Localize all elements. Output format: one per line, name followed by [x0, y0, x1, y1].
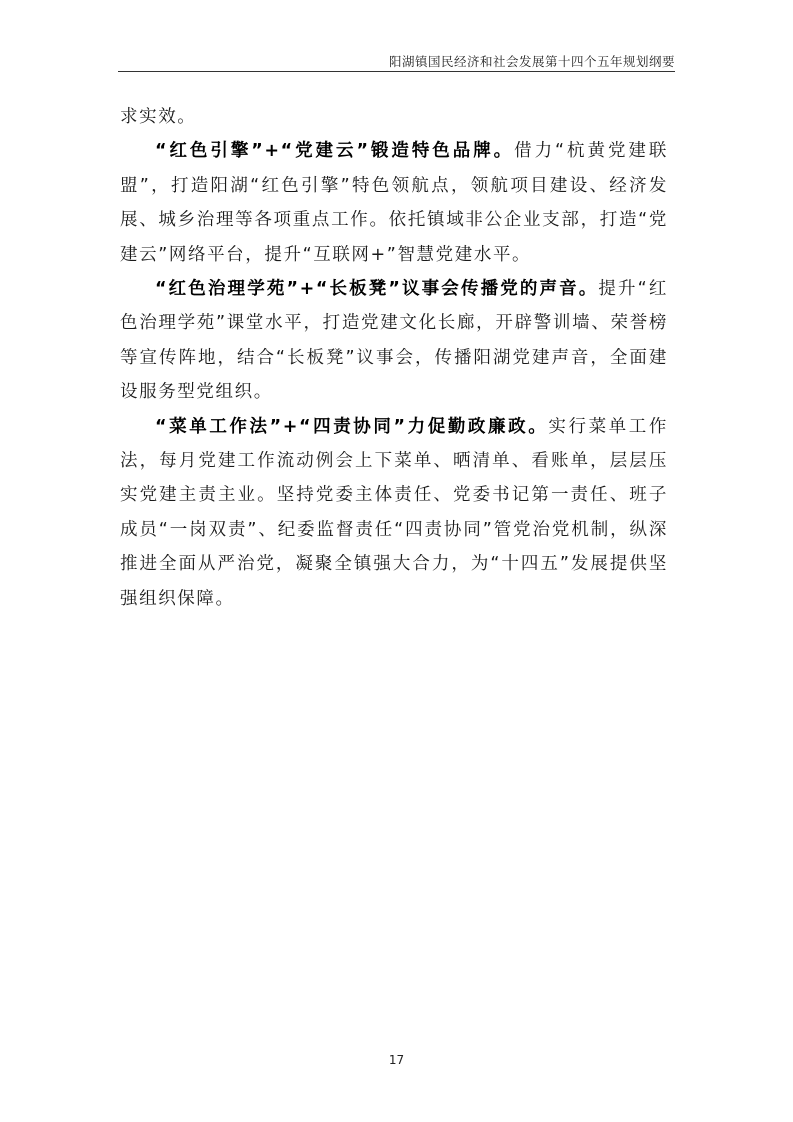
header-divider	[118, 71, 675, 72]
paragraph-red-engine	[120, 134, 668, 272]
paragraph-lead: “菜单工作法”+“四责协同”力促勤政廉政。	[155, 416, 549, 437]
paragraph-text: 实行菜单工作法，每月党建工作流动例会上下菜单、晒清单、看账单，层层压实党建主责主业。坚持党委主体责任、党委书记第一责任、班子成员“一岗双责”、纪委监督责任“四责协同”管党治党机制，纵深推进全面从严治党，凝聚全镇强大合力，为“十四五”发展提供坚强组织保障。	[120, 416, 668, 609]
paragraph-menu-method	[120, 410, 668, 616]
paragraph-text: 提升“红色治理学苑”课堂水平，打造党建文化长廊，开辟警训墙、荣誉榜等宣传阵地，结合“长板凳”议事会，传播阳湖党建声音，全面建设服务型党组织。	[120, 279, 668, 403]
paragraph-lead: “红色治理学苑”+“长板凳”议事会传播党的声音。	[155, 279, 599, 300]
page-number: 17	[388, 1053, 405, 1067]
paragraph-text: 求实效。	[120, 107, 197, 127]
body-text	[120, 100, 668, 616]
paragraph-text: 借力“杭黄党建联盟”，打造阳湖“红色引擎”特色领航点，领航项目建设、经济发展、城乡治理等各项重点工作。依托镇域非公企业支部，打造“党建云”网络平台，提升“互联网+”智慧党建水平。	[120, 141, 668, 265]
paragraph-continuation	[120, 100, 668, 134]
paragraph-lead: “红色引擎”+“党建云”锻造特色品牌。	[155, 141, 515, 162]
paragraph-red-governance	[120, 272, 668, 410]
running-header: 阳湖镇国民经济和社会发展第十四个五年规划纲要	[388, 54, 675, 69]
